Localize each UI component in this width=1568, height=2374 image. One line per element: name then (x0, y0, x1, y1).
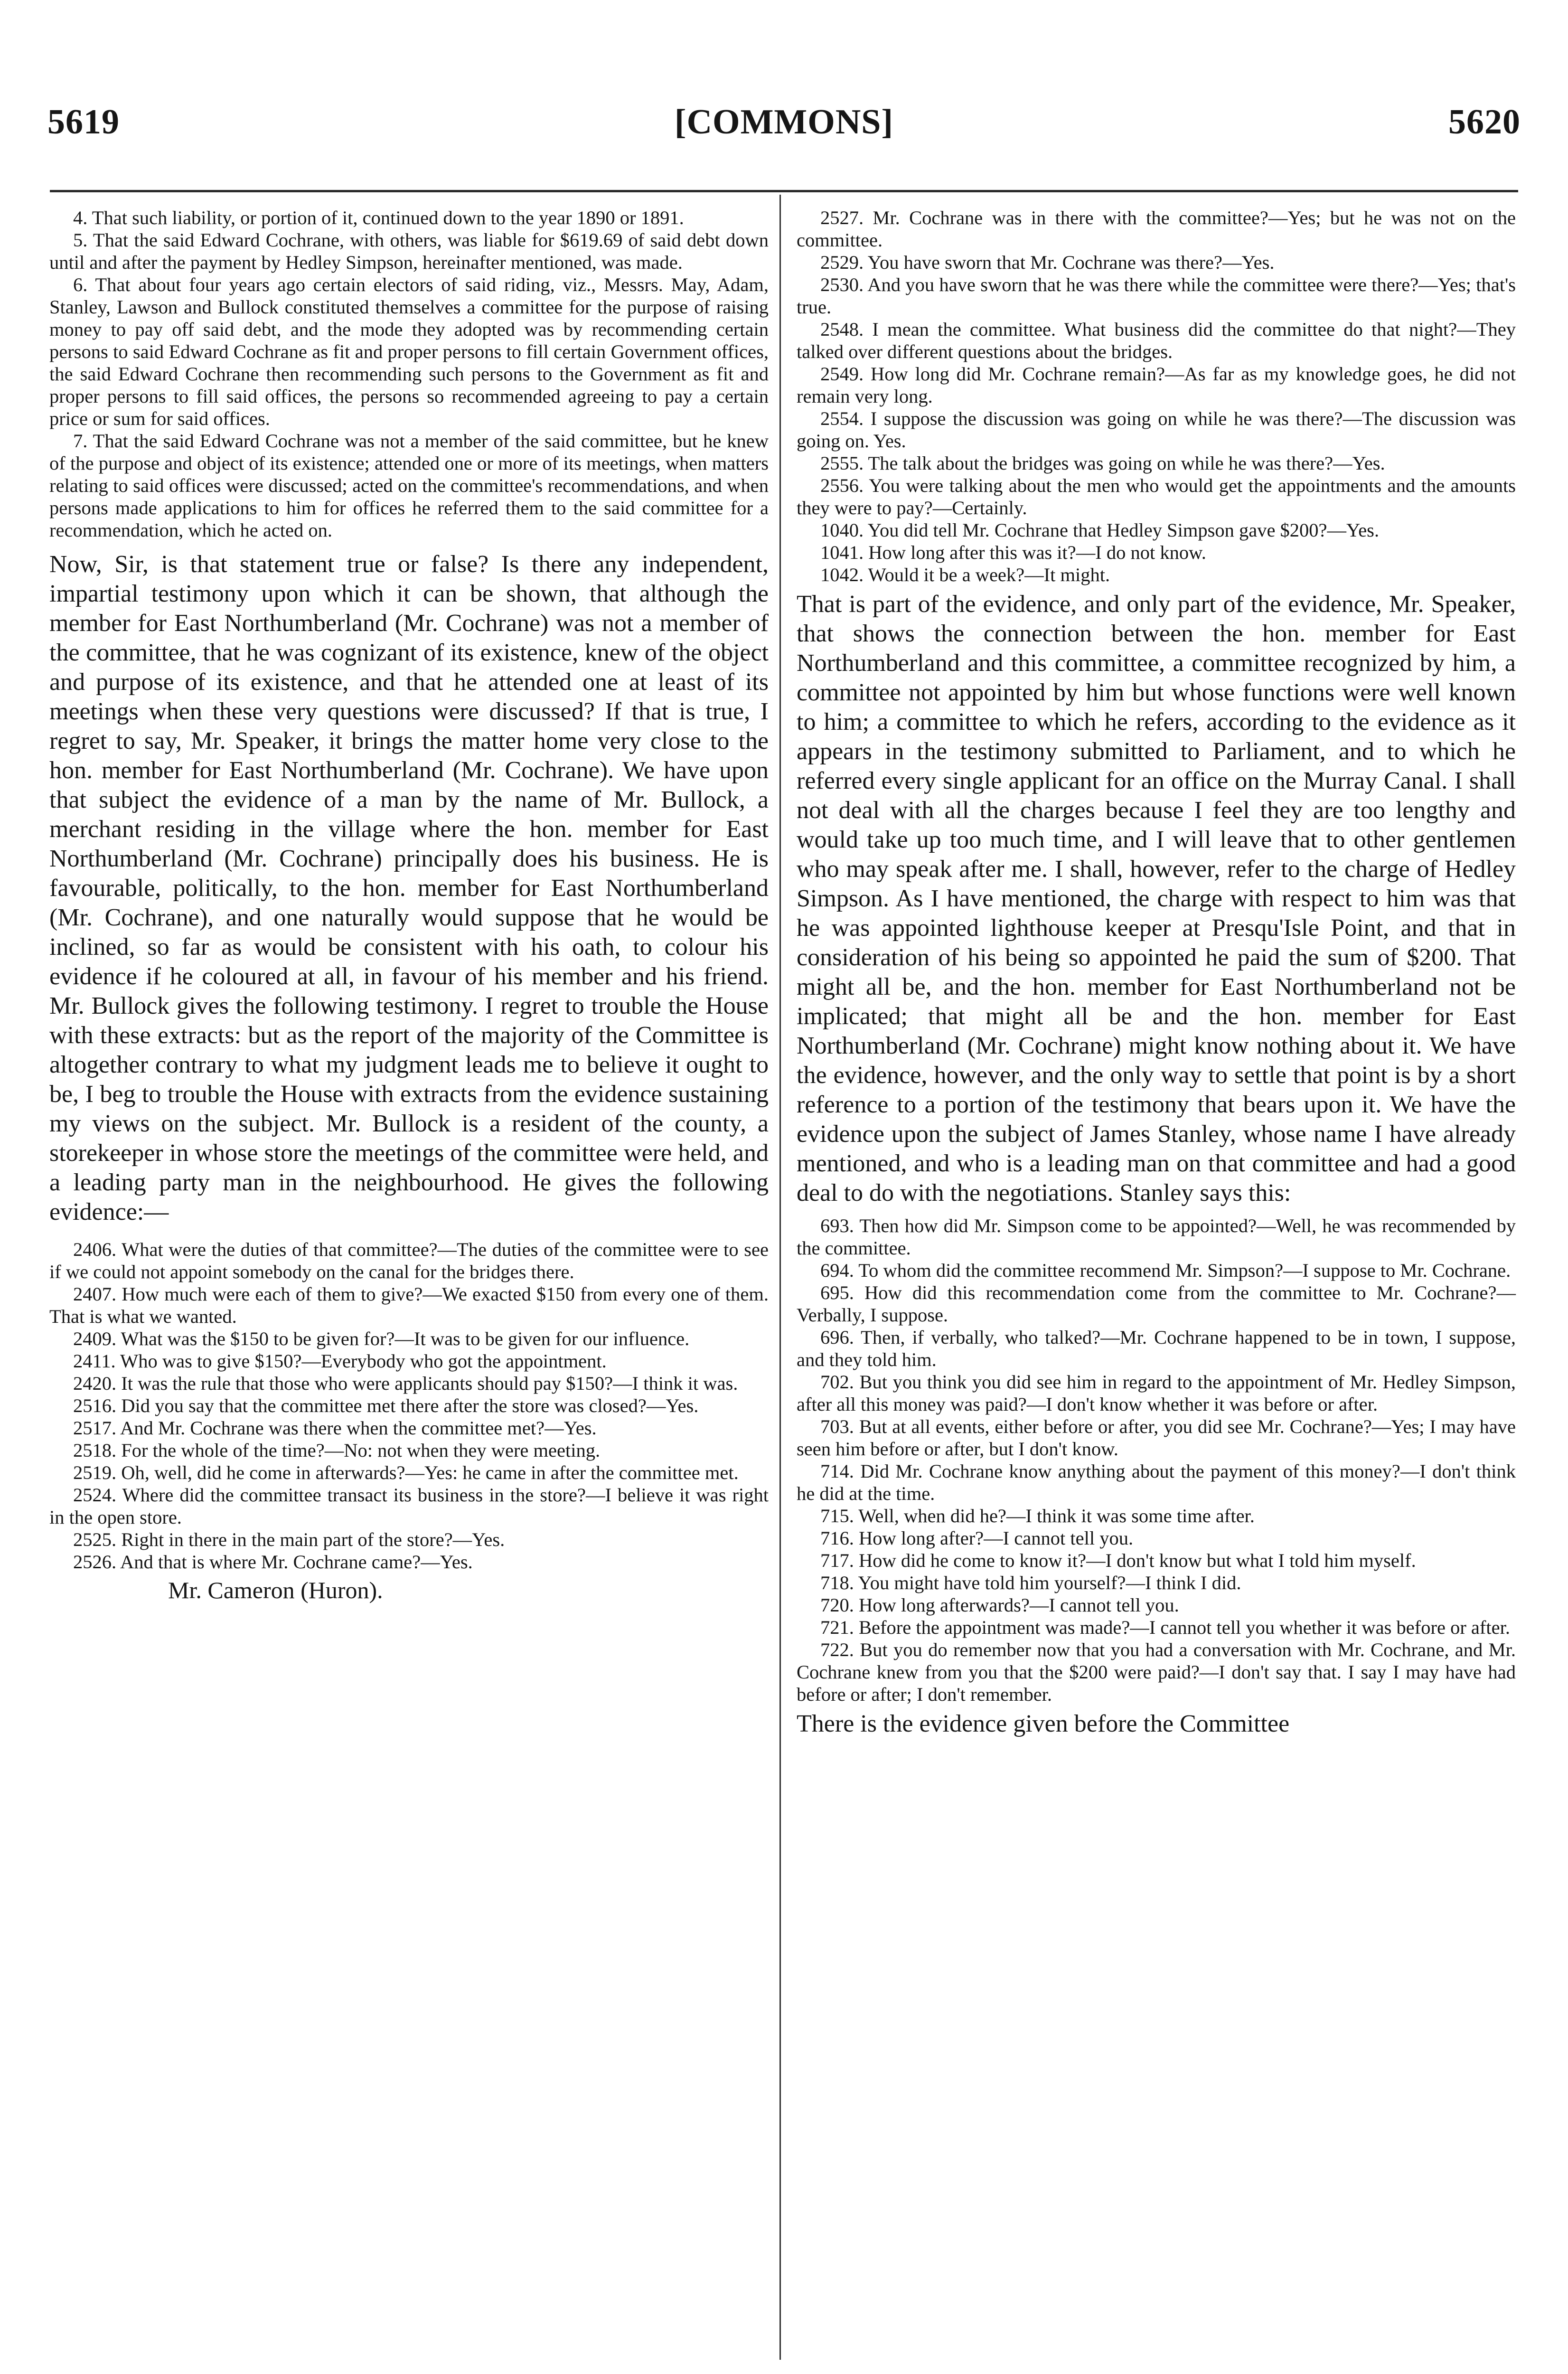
page-number-right: 5620 (1448, 103, 1521, 141)
testimony-item: 1040. You did tell Mr. Cochrane that Hedley Simpson gave $200?—Yes. (820, 519, 1380, 541)
testimony-item: 716. How long after?—I cannot tell you. (820, 1527, 1134, 1549)
testimony-item: 2549. How long did Mr. Cochrane remain?—As far as my knowledge goes, he did not remain very long. (797, 363, 1516, 407)
quoted-charges (49, 207, 769, 541)
testimony-item: 2527. Mr. Cochrane was in there with the committee?—Yes; but he was not on the committee. (797, 207, 1516, 251)
testimony-item: 2406. What were the duties of that committee?—The duties of the committee were to see if we could not appoint somebody on the canal for the bridges there. (49, 1239, 769, 1282)
testimony-item: 695. How did this recommendation come from the committee to Mr. Cochrane?—Verbally, I suppose. (797, 1282, 1516, 1326)
testimony-item: 721. Before the appointment was made?—I cannot tell you whether it was before or after. (820, 1617, 1510, 1638)
testimony-item: 2524. Where did the committee transact its business in the store?—I believe it was right in the open store. (49, 1484, 769, 1528)
testimony-item: 717. How did he come to know it?—I don't know but what I told him myself. (820, 1550, 1416, 1571)
speech-paragraph: That is part of the evidence, and only part of the evidence, Mr. Speaker, that shows the connection between the hon. member for East Northumberland and this committee, a committee recognized by him, a committee not appointed by him but whose functions were well known to him; a committee to which he refers, according to the evidence as it appears in the testimony submitted to Parliament, and to which he referred every single applicant for an office on the Murray Canal. I shall not deal with all the charges because I feel they are too lengthy and would take up too much time, and I will leave that to other gentlemen who may speak after me. I shall, however, refer to the charge of Hedley Simpson. As I have mentioned, the charge with respect to him was that he was appointed lighthouse keeper at Presqu'Isle Point, and that in consideration of his being so appointed he paid the sum of $200. That might all be, and the hon. member for East Northumberland not be implicated; that might all be and the hon. member for East Northumberland (Mr. Cochrane) might know nothing about it. We have the evidence, however, and the only way to settle that point is by a short reference to a portion of the testimony that bears upon it. We have the evidence upon the subject of James Stanley, whose name I have already mentioned, and who is a leading man on that committee and had a good deal to do with the negotiations. Stanley says this: (797, 591, 1516, 1206)
testimony-item: 2556. You were talking about the men who would get the appointments and the amounts they were to pay?—Certainly. (797, 475, 1516, 518)
quoted-item: 7. That the said Edward Cochrane was not a member of the said committee, but he knew of the purpose and object of its existence; attended one or more of its meetings, when matters relating to said offices were discussed; acted on the committee's recommendations, and when persons made applications to him for offices he referred them to the said committee for a recommendation, which he acted on. (49, 430, 769, 541)
testimony-item: 718. You might have told him yourself?—I think I did. (820, 1572, 1241, 1593)
testimony-item: 715. Well, when did he?—I think it was some time after. (820, 1505, 1255, 1526)
column-divider (779, 195, 781, 2360)
testimony-item: 2518. For the whole of the time?—No: not when they were meeting. (73, 1440, 601, 1461)
left-column (49, 207, 769, 1604)
testimony-item: 693. Then how did Mr. Simpson come to be appointed?—Well, he was recommended by the committee. (797, 1215, 1516, 1259)
testimony-item: 1042. Would it be a week?—It might. (820, 564, 1110, 585)
running-title: [COMMONS] (674, 103, 894, 141)
testimony-item: 714. Did Mr. Cochrane know anything about the payment of this money?—I don't think he did at the time. (797, 1460, 1516, 1504)
closing-line: There is the evidence given before the Committee (797, 1710, 1290, 1737)
testimony-item: 2530. And you have sworn that he was there while the committee were there?—Yes; that's true. (797, 274, 1516, 318)
testimony-item: 2548. I mean the committee. What business did the committee do that night?—They talked over different questions about the bridges. (797, 319, 1516, 362)
bullock-testimony (49, 1238, 769, 1573)
testimony-item: 722. But you do remember now that you had a conversation with Mr. Cochrane, and Mr. Cochrane knew from you that the $200 were paid?—I don't say that. I say I may have had before or after; I don't remember. (797, 1639, 1516, 1705)
testimony-item: 2516. Did you say that the committee met there after the store was closed?—Yes. (73, 1395, 699, 1416)
testimony-item: 2519. Oh, well, did he come in afterwards?—Yes: he came in after the committee met. (73, 1462, 739, 1483)
testimony-item: 720. How long afterwards?—I cannot tell you. (820, 1594, 1179, 1616)
testimony-item: 1041. How long after this was it?—I do not know. (820, 542, 1206, 563)
right-column (797, 207, 1516, 1739)
quoted-item: 4. That such liability, or portion of it, continued down to the year 1890 or 1891. (73, 207, 684, 228)
testimony-item: 2554. I suppose the discussion was going on while he was there?—The discussion was going on. Yes. (797, 408, 1516, 452)
testimony-item: 702. But you think you did see him in regard to the appointment of Mr. Hedley Simpson, after all this money was paid?—I don't know whether it was before or after. (797, 1371, 1516, 1415)
testimony-item: 2407. How much were each of them to give?—We exacted $150 from every one of them. That is what we wanted. (49, 1283, 769, 1327)
header-rule (50, 190, 1518, 192)
testimony-item: 694. To whom did the committee recommend Mr. Simpson?—I suppose to Mr. Cochrane. (820, 1260, 1511, 1281)
testimony-item: 2517. And Mr. Cochrane was there when the committee met?—Yes. (73, 1417, 597, 1439)
bullock-testimony-continued (797, 207, 1516, 586)
testimony-item: 703. But at all events, either before or after, you did see Mr. Cochrane?—Yes; I may have seen him before or after, but I don't know. (797, 1416, 1516, 1460)
testimony-item: 2411. Who was to give $150?—Everybody who got the appointment. (73, 1350, 607, 1372)
testimony-item: 2555. The talk about the bridges was going on while he was there?—Yes. (820, 452, 1385, 474)
quoted-item: 6. That about four years ago certain electors of said riding, viz., Messrs. May, Adam, Stanley, Lawson and Bullock constituted themselves a committee for the purpose of raising money to pay off said debt, and the mode they adopted was by recommending certain persons to said Edward Cochrane as fit and proper persons to fill certain Government offices, the said Edward Cochrane then recommending such persons to the Government as fit and proper persons to fill said offices, the persons so recommended agreeing to pay a certain price or sum for said offices. (49, 274, 769, 429)
speaker-attribution: Mr. Cameron (Huron). (168, 1577, 383, 1603)
speech-paragraph: Now, Sir, is that statement true or false? Is there any independent, impartial testimony upon which it can be shown, that although the member for East Northumberland (Mr. Cochrane) was not a member of the committee, that he was cognizant of its existence, knew of the object and purpose of its existence, and that he attended one at least of its meetings when these very questions were discussed? If that is true, I regret to say, Mr. Speaker, it brings the matter home very close to the hon. member for East Northumberland (Mr. Cochrane). We have upon that subject the evidence of a man by the name of Mr. Bullock, a merchant residing in the village where the hon. member for East Northumberland (Mr. Cochrane) principally does his business. He is favourable, politically, to the hon. member for East Northumberland (Mr. Cochrane), and one naturally would suppose that he would be inclined, so far as would be consistent with his oath, to colour his evidence if he coloured at all, in favour of his member and his friend. Mr. Bullock gives the following testimony. I regret to trouble the House with these extracts: but as the report of the majority of the Committee is altogether contrary to what my judgment leads me to believe it ought to be, I beg to trouble the House with extracts from the evidence sustaining my views on the subject. Mr. Bullock is a resident of the county, a storekeeper in whose store the meetings of the committee were held, and a leading party man in the neighbourhood. He gives the following evidence:— (49, 551, 769, 1225)
testimony-item: 696. Then, if verbally, who talked?—Mr. Cochrane happened to be in town, I suppose, and they told him. (797, 1327, 1516, 1370)
page-number-left: 5619 (47, 103, 120, 141)
testimony-item: 2525. Right in there in the main part of the store?—Yes. (73, 1529, 505, 1550)
testimony-item: 2529. You have sworn that Mr. Cochrane was there?—Yes. (820, 252, 1275, 273)
testimony-item: 2420. It was the rule that those who were applicants should pay $150?—I think it was. (73, 1373, 738, 1394)
testimony-item: 2526. And that is where Mr. Cochrane came?—Yes. (73, 1551, 473, 1573)
testimony-item: 2409. What was the $150 to be given for?—It was to be given for our influence. (73, 1328, 690, 1349)
quoted-item: 5. That the said Edward Cochrane, with others, was liable for $619.69 of said debt down until and after the payment by Hedley Simpson, hereinafter mentioned, was made. (49, 229, 769, 273)
stanley-testimony (797, 1215, 1516, 1705)
